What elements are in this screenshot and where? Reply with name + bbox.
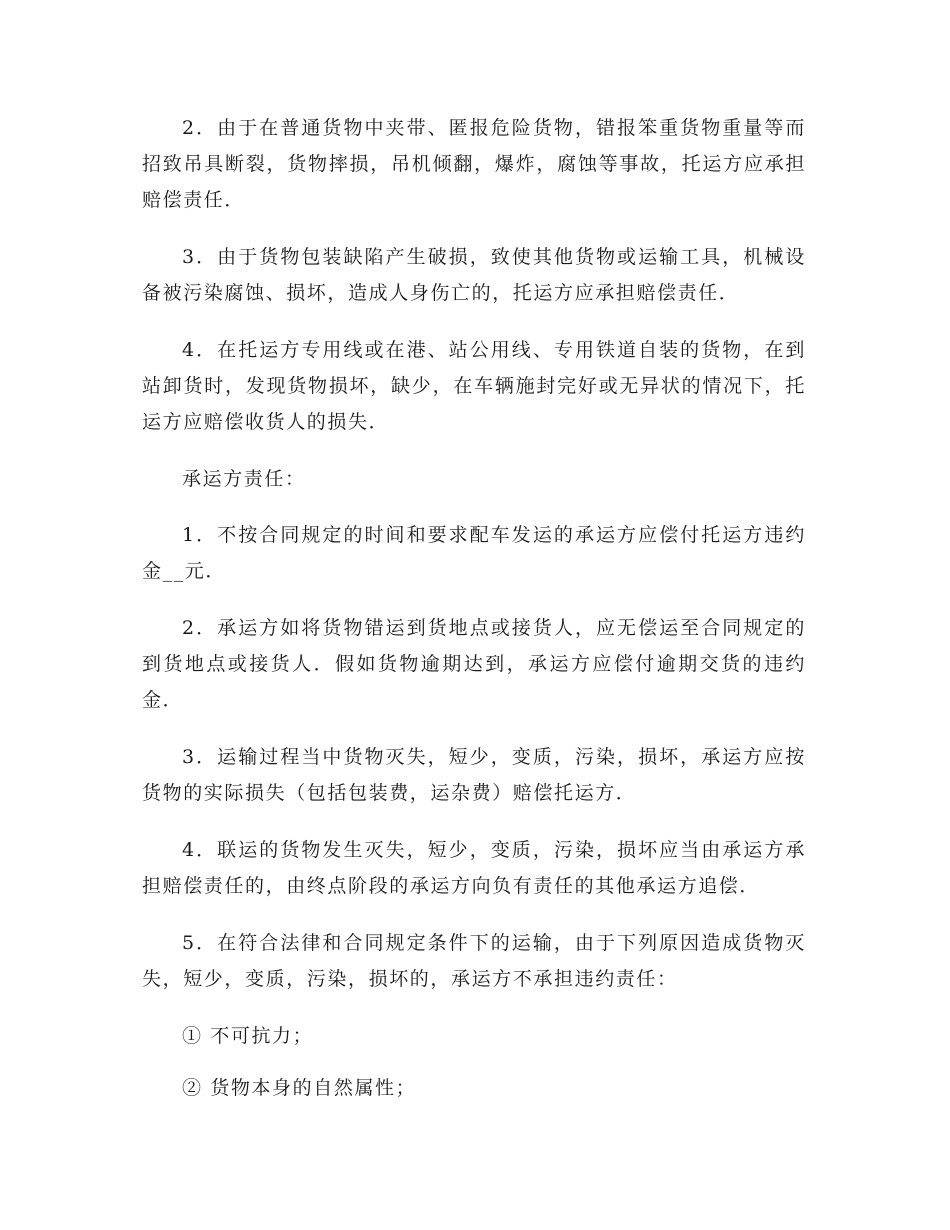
carrier-clause-3: 3．运输过程当中货物灭失，短少，变质，污染，损坏，承运方应按货物的实际损失（包括包装费，运杂费）赔偿托运方． [142, 746, 806, 804]
exemption-item-2: ② 货物本身的自然属性； [182, 1077, 417, 1099]
carrier-clause-5: 5．在符合法律和合同规定条件下的运输，由于下列原因造成货物灭失，短少，变质，污染，损坏的，承运方不承担违约责任： [142, 932, 806, 990]
carrier-clause-4: 4．联运的货物发生灭失，短少，变质，污染，损坏应当由承运方承担赔偿责任的，由终点阶段的承运方向负有责任的其他承运方追偿． [142, 839, 806, 897]
clause-4-self-loading: 4．在托运方专用线或在港、站公用线、专用铁道自装的货物，在到站卸货时，发现货物损坏，缺少，在车辆施封完好或无异状的情况下，托运方应赔偿收货人的损失． [142, 339, 806, 433]
clause-3-packaging-defect: 3．由于货物包装缺陷产生破损，致使其他货物或运输工具，机械设备被污染腐蚀、损坏，造成人身伤亡的，托运方应承担赔偿责任． [142, 246, 806, 304]
carrier-clause-1: 1．不按合同规定的时间和要求配车发运的承运方应偿付托运方违约金__元． [142, 524, 806, 582]
document-page [142, 110, 806, 1122]
carrier-clause-2: 2．承运方如将货物错运到货地点或接货人，应无偿运至合同规定的到货地点或接货人．假如货物逾期达到，承运方应偿付逾期交货的违约金． [142, 617, 806, 711]
carrier-liability-heading: 承运方责任： [182, 468, 306, 490]
clause-2-hazardous-goods: 2．由于在普通货物中夹带、匿报危险货物，错报笨重货物重量等而招致吊具断裂，货物摔损，吊机倾翻，爆炸，腐蚀等事故，托运方应承担赔偿责任． [142, 117, 806, 211]
exemption-item-1: ① 不可抗力； [182, 1025, 314, 1047]
